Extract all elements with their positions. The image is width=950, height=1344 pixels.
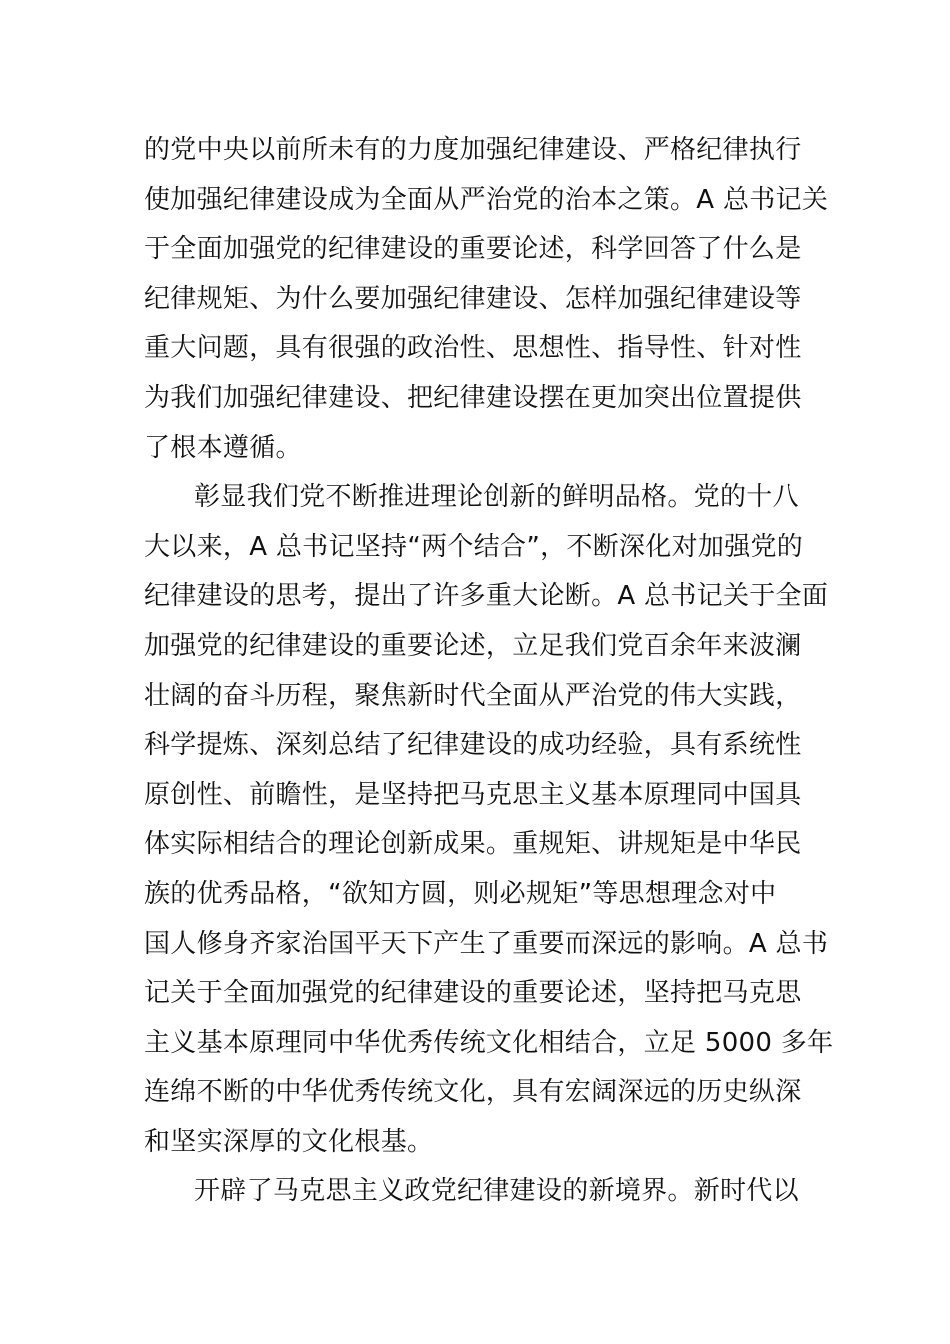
text-line: 大以来，A 总书记坚持“两个结合”，不断深化对加强党的 [144,531,804,562]
paragraph-first-line: 彰显我们党不断推进理论创新的鲜明品格。党的十八 [194,482,799,513]
text-line: 的党中央以前所未有的力度加强纪律建设、严格纪律执行 [144,135,802,165]
text-line: 科学提炼、深刻总结了纪律建设的成功经验，具有系统性 [144,730,802,761]
text-line: 族的优秀品格，“欲知方圆，则必规矩”等思想理念对中 [144,878,777,909]
text-line: 纪律建设的思考，提出了许多重大论断。A 总书记关于全面 [144,581,829,612]
text-line: 了根本遵循。 [144,432,302,463]
text-line: 和坚实深厚的文化根基。 [144,1126,434,1157]
text-line: 原创性、前瞻性，是坚持把马克思主义基本原理同中国具 [144,779,802,810]
text-line: 重大问题，具有很强的政治性、思想性、指导性、针对性 [144,333,802,364]
text-line: 记关于全面加强党的纪律建设的重要论述，坚持把马克思 [144,978,802,1009]
text-line: 为我们加强纪律建设、把纪律建设摆在更加突出位置提供 [144,382,802,413]
text-line: 加强党的纪律建设的重要论述，立足我们党百余年来波澜 [144,630,802,661]
text-line: 纪律规矩、为什么要加强纪律建设、怎样加强纪律建设等 [144,283,802,314]
text-line: 主义基本原理同中华优秀传统文化相结合，立足 5000 多年 [144,1027,834,1058]
text-line: 连绵不断的中华优秀传统文化，具有宏阔深远的历史纵深 [144,1077,802,1108]
text-line: 壮阔的奋斗历程，聚焦新时代全面从严治党的伟大实践， [144,680,802,711]
paragraph-first-line: 开辟了马克思主义政党纪律建设的新境界。新时代以 [194,1176,799,1207]
text-line: 于全面加强党的纪律建设的重要论述，科学回答了什么是 [144,234,802,265]
body-text [144,126,834,1217]
text-line: 国人修身齐家治国平天下产生了重要而深远的影响。A 总书 [144,928,829,959]
text-line: 使加强纪律建设成为全面从严治党的治本之策。A 总书记关 [144,184,829,215]
text-line: 体实际相结合的理论创新成果。重规矩、讲规矩是中华民 [144,829,802,860]
